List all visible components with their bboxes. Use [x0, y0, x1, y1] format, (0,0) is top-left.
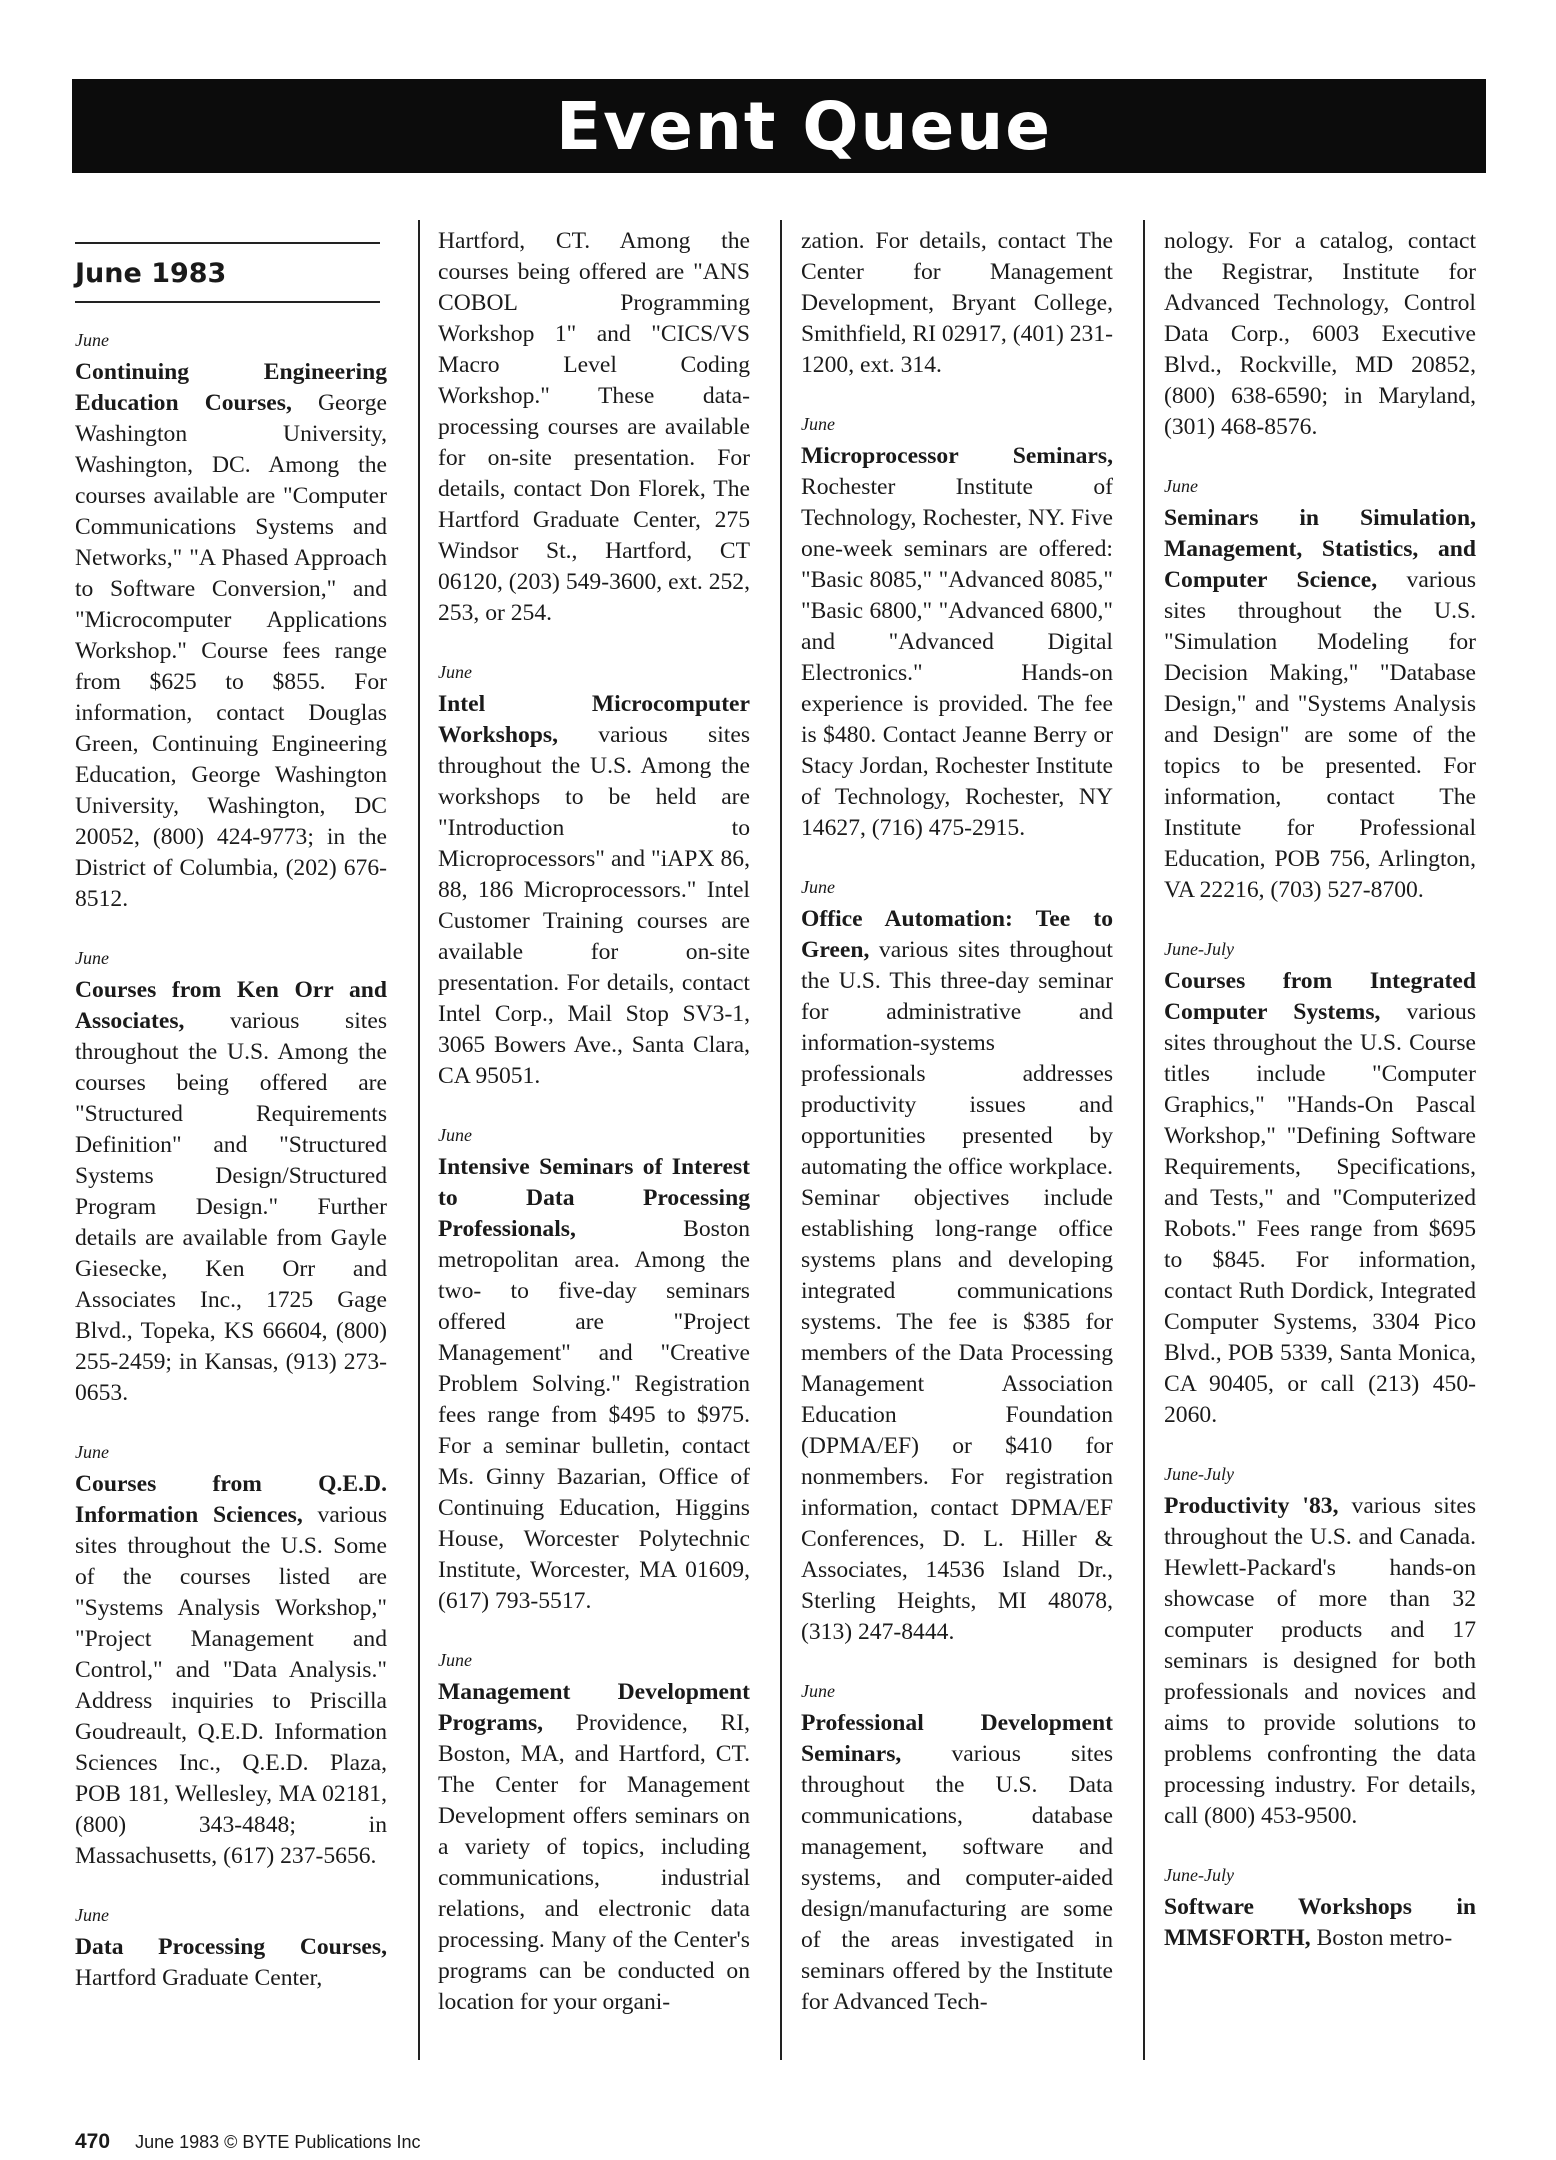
column-divider: [418, 220, 420, 2060]
event-body: zation. For details, contact The Center for Management Development, Bryant College, Smithfield, RI 02917, (401) 231-1200, ext. 314.: [801, 228, 1113, 378]
event-date: June: [801, 877, 835, 897]
event-date: June: [75, 330, 109, 350]
event-date: June-July: [1164, 1865, 1234, 1885]
event-date: June-July: [1164, 1464, 1234, 1484]
event-queue-banner: [72, 79, 1486, 173]
page-number: 470: [75, 2130, 111, 2153]
event-entry-continued: [1164, 226, 1476, 443]
event-body: various sites throughout the U.S. Among the courses being offered are "Structured Requirements Definition" and "Structured Systems Design/Structured Program Design." Further details are available from Gayle Giesecke, Ken Orr and Associates Inc., 1725 Gage Blvd., Topeka, KS 66604, (800) 255-2459; in Kansas, (913) 273-0653.: [75, 1008, 387, 1406]
event-entry-continued: [438, 226, 750, 629]
event-date: June: [438, 1125, 472, 1145]
event-title: Software Workshops in MMSFORTH,: [1164, 1894, 1476, 1951]
event-entry: [1164, 936, 1476, 1431]
event-entry: [438, 1647, 750, 2018]
event-entry: [75, 1439, 387, 1872]
event-title: Office Automation: Tee to Green,: [801, 906, 1113, 963]
event-date: June: [75, 1442, 109, 1462]
event-entry: [801, 874, 1113, 1648]
event-entry: [75, 327, 387, 915]
publication-credit: June 1983 © BYTE Publications Inc: [135, 2132, 421, 2152]
event-date: June: [801, 1681, 835, 1701]
article-column-3: [801, 226, 1113, 2048]
event-title: Courses from Q.E.D. Information Sciences,: [75, 1471, 387, 1528]
event-title: Intel Microcomputer Workshops,: [438, 691, 750, 748]
event-body: various sites throughout the U.S. This three-day seminar for administrative and information-systems professionals addresses productivity issues and opportunities presented by automating the office workplace. Seminar objectives include establishing long-range office systems plans and developing integrated communications systems. The fee is $385 for members of the Data Processing Management Association Education Foundation (DPMA/EF) or $410 for nonmembers. For registration information, contact DPMA/EF Conferences, D. L. Hiller & Associates, 14536 Island Dr., Sterling Heights, MI 48078, (313) 247-8444.: [801, 937, 1113, 1645]
event-title: Productivity '83,: [1164, 1493, 1339, 1519]
month-heading: [75, 242, 380, 303]
article-column-2: [438, 226, 750, 2048]
event-body: various sites throughout the U.S. Data communications, database management, software and systems, and computer-aided design/manufacturing are some of the areas investigated in seminars offered by the Institute for Advanced Tech-: [801, 1741, 1113, 2015]
event-entry: [1164, 1862, 1476, 1954]
event-title: Courses from Ken Orr and Associates,: [75, 977, 387, 1034]
event-entry: [438, 1122, 750, 1617]
event-date: June: [438, 662, 472, 682]
event-body: Boston metro-: [1310, 1925, 1453, 1951]
event-entry: [1164, 473, 1476, 906]
event-body: various sites throughout the U.S. Some of the courses listed are "Systems Analysis Workshop," "Project Management and Control," and "Data Analysis." Address inquiries to Priscilla Goudreault, Q.E.D. Information Sciences Inc., Q.E.D. Plaza, POB 181, Wellesley, MA 02181, (800) 343-4848; in Massachusetts, (617) 237-5656.: [75, 1502, 387, 1869]
event-body: Providence, RI, Boston, MA, and Hartford, CT. The Center for Management Development offers seminars on a variety of topics, including communications, industrial relations, and electronic data processing. Many of the Center's programs can be conducted on location for your organi-: [438, 1710, 750, 2015]
event-title: Continuing Engineering Education Courses,: [75, 359, 387, 416]
event-body: various sites throughout the U.S. Among the workshops to be held are "Introduction to Microprocessors" and "iAPX 86, 88, 186 Microprocessors." Intel Customer Training courses are available for on-site presentation. For details, contact Intel Corp., Mail Stop SV3-1, 3065 Bowers Ave., Santa Clara, CA 95051.: [438, 722, 750, 1089]
article-column-1: [75, 226, 387, 2024]
event-entry: [75, 1902, 387, 1994]
page-footer: [75, 2130, 421, 2154]
event-date: June: [1164, 476, 1198, 496]
event-body: Rochester Institute of Technology, Rochester, NY. Five one-week seminars are offered: "Basic 8085," "Advanced 8085," "Basic 6800," "Advanced 6800," and "Advanced Digital Electronics." Hands-on experience is provided. The fee is $480. Contact Jeanne Berry or Stacy Jordan, Rochester Institute of Technology, Rochester, NY 14627, (716) 475-2915.: [801, 474, 1113, 841]
event-entry: [801, 1678, 1113, 2018]
event-body: various sites throughout the U.S. Course titles include "Computer Graphics," "Hands-On Pascal Workshop," "Defining Software Requirements, Specifications, and Tests," and "Computerized Robots." Fees range from $695 to $845. For information, contact Ruth Dordick, Integrated Computer Systems, 3304 Pico Blvd., POB 5339, Santa Monica, CA 90405, or call (213) 450-2060.: [1164, 999, 1476, 1428]
event-body: various sites throughout the U.S. and Canada. Hewlett-Packard's hands-on showcase of more than 32 computer products and 17 seminars is designed for both professionals and novices and aims to provide solutions to problems confronting the data processing industry. For details, call (800) 453-9500.: [1164, 1493, 1477, 1829]
event-date: June-July: [1164, 939, 1234, 959]
event-entry: [75, 945, 387, 1409]
event-entry: [438, 659, 750, 1092]
event-date: June: [438, 1650, 472, 1670]
event-entry: [801, 411, 1113, 844]
event-title: Intensive Seminars of Interest to Data Processing Professionals,: [438, 1154, 750, 1242]
event-entry: [1164, 1461, 1476, 1832]
event-body: various sites throughout the U.S. "Simulation Modeling for Decision Making," "Database Design," and "Systems Analysis and Design" are some of the topics to be presented. For information, contact The Institute for Professional Education, POB 756, Arlington, VA 22216, (703) 527-8700.: [1164, 567, 1477, 903]
column-divider: [780, 220, 782, 2060]
event-title: Microprocessor Seminars,: [801, 443, 1113, 469]
event-title: Seminars in Simulation, Management, Statistics, and Computer Science,: [1164, 505, 1476, 593]
event-title: Professional Development Seminars,: [801, 1710, 1113, 1767]
page-title: Event Queue: [556, 87, 1052, 165]
event-date: June: [75, 948, 109, 968]
event-body: Hartford, CT. Among the courses being offered are "ANS COBOL Programming Workshop 1" and "CICS/VS Macro Level Coding Workshop." These data-processing courses are available for on-site presentation. For details, contact Don Florek, The Hartford Graduate Center, 275 Windsor St., Hartford, CT 06120, (203) 549-3600, ext. 252, 253, or 254.: [438, 228, 750, 626]
event-date: June: [801, 414, 835, 434]
event-title: Courses from Integrated Computer Systems,: [1164, 968, 1476, 1025]
event-entry-continued: [801, 226, 1113, 381]
event-title: Data Processing Courses,: [75, 1934, 387, 1960]
event-body: Boston metropolitan area. Among the two- to five-day seminars offered are "Project Management" and "Creative Problem Solving." Registration fees range from $495 to $975. For a seminar bulletin, contact Ms. Ginny Bazarian, Office of Continuing Education, Higgins House, Worcester Polytechnic Institute, Worcester, MA 01609, (617) 793-5517.: [438, 1216, 750, 1614]
event-body: George Washington University, Washington, DC. Among the courses available are "Computer Communications Systems and Networks," "A Phased Approach to Software Conversion," and "Microcomputer Applications Workshop." Course fees range from $625 to $855. For information, contact Douglas Green, Continuing Engineering Education, George Washington University, Washington, DC 20052, (800) 424-9773; in the District of Columbia, (202) 676-8512.: [75, 390, 387, 912]
month-heading-text: June 1983: [75, 258, 227, 289]
event-title: Management Development Programs,: [438, 1679, 750, 1736]
article-column-4: [1164, 226, 1476, 1984]
column-divider: [1143, 220, 1145, 2060]
event-body: Hartford Graduate Center,: [75, 1965, 323, 1991]
event-date: June: [75, 1905, 109, 1925]
event-body: nology. For a catalog, contact the Registrar, Institute for Advanced Technology, Control Data Corp., 6003 Executive Blvd., Rockville, MD 20852, (800) 638-6590; in Maryland, (301) 468-8576.: [1164, 228, 1476, 440]
